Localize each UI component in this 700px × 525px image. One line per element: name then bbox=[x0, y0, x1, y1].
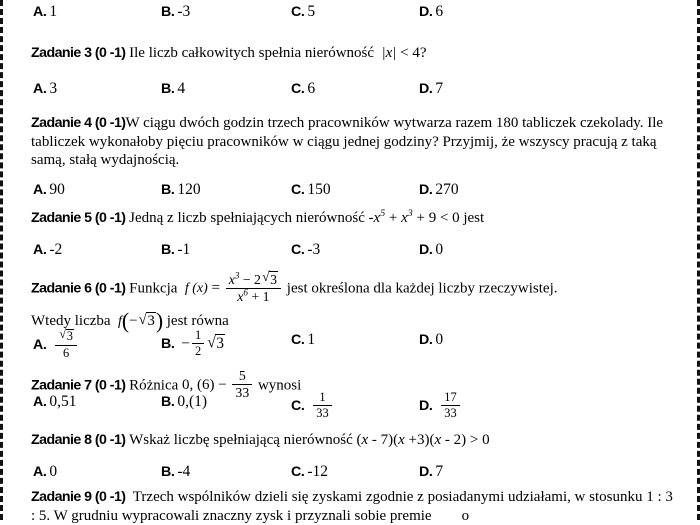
task-9 bbox=[31, 488, 679, 525]
answer-value: -1 bbox=[177, 241, 191, 258]
answer-letter: C. bbox=[291, 398, 305, 415]
fraction-numerator: 17 bbox=[441, 391, 459, 406]
answer-letter: C. bbox=[291, 242, 305, 258]
task-label: Zadanie 6 (0 -1) bbox=[31, 280, 126, 297]
exponent: 3 bbox=[234, 270, 240, 281]
answer-letter: C. bbox=[291, 81, 305, 97]
answer-option-b[interactable] bbox=[161, 79, 185, 99]
task-tail: jest bbox=[463, 210, 485, 226]
answer-option-d[interactable] bbox=[419, 392, 462, 421]
answer-row-8 bbox=[31, 462, 679, 488]
answer-value: 0 bbox=[435, 241, 444, 258]
answer-letter: A. bbox=[33, 337, 47, 354]
fraction-fx bbox=[226, 271, 281, 305]
answer-value: 0,51 bbox=[49, 393, 77, 410]
answer-value: 0,(1) bbox=[177, 393, 208, 410]
answer-letter: C. bbox=[291, 464, 305, 480]
sqrt-icon: √ 3 bbox=[262, 271, 278, 287]
minus-sign: − bbox=[129, 312, 138, 329]
fraction-denominator: 33 bbox=[316, 406, 329, 421]
answer-letter: B. bbox=[161, 242, 175, 258]
answer-option-b[interactable] bbox=[161, 330, 225, 359]
fraction-denominator: 2 bbox=[195, 344, 202, 359]
task-label: Zadanie 3 (0 -1) bbox=[31, 45, 126, 61]
task-tail: wynosi bbox=[257, 377, 302, 394]
answer-value: 120 bbox=[177, 181, 201, 198]
answer-option-a[interactable] bbox=[33, 79, 57, 99]
answer-letter: A. bbox=[33, 182, 47, 198]
left-paren: ( bbox=[121, 309, 130, 334]
answer-option-d[interactable] bbox=[419, 180, 459, 200]
answer-value: 150 bbox=[307, 181, 331, 198]
answer-option-d[interactable] bbox=[419, 462, 443, 482]
answer-option-a[interactable] bbox=[33, 180, 65, 200]
fraction-numerator bbox=[55, 329, 77, 346]
task-label: Zadanie 5 (0 -1) bbox=[31, 210, 126, 226]
exponent-5: 5 bbox=[380, 208, 386, 219]
answer-letter: A. bbox=[33, 464, 47, 480]
answer-letter: D. bbox=[419, 182, 433, 198]
fraction-denominator: 33 bbox=[444, 406, 457, 421]
answer-letter: D. bbox=[419, 332, 433, 348]
answer-option-c[interactable] bbox=[291, 240, 320, 260]
answer-option-a[interactable] bbox=[33, 2, 57, 22]
answer-value: 270 bbox=[435, 181, 459, 198]
answer-option-b[interactable] bbox=[161, 2, 190, 22]
task-text-line1: W ciągu dwóch godzin trzech pracowników wytwarza razem 180 tabliczek bbox=[125, 115, 577, 131]
answer-value: -3 bbox=[307, 241, 321, 258]
answer-letter: D. bbox=[419, 464, 433, 480]
answer-option-a[interactable] bbox=[33, 462, 57, 482]
answer-row-6 bbox=[31, 328, 679, 368]
answer-value: 3 bbox=[49, 80, 58, 97]
answer-letter: B. bbox=[161, 336, 175, 353]
fraction-numerator: 5 bbox=[232, 369, 252, 385]
fraction-numerator: $x^3 - 2$ √ 3 bbox=[226, 271, 281, 289]
answer-option-c[interactable] bbox=[291, 180, 331, 200]
answer-option-c[interactable] bbox=[291, 392, 334, 421]
task-text-line1: Trzech wspólników dzieli się zyskami zgodnie z posiadanymi udziałami, bbox=[132, 489, 571, 505]
answer-option-b[interactable] bbox=[161, 240, 190, 260]
answer-option-c[interactable] bbox=[291, 79, 315, 99]
answer-letter: A. bbox=[33, 394, 47, 410]
task-text-line2: w stosunku 1 : 3 : 5. W grudniu wypracowali znaczny zysk i przyznali sobie premie bbox=[31, 489, 673, 524]
answer-value: 0 bbox=[435, 331, 444, 348]
minus-sign: − bbox=[181, 335, 191, 353]
answer-row-5 bbox=[31, 240, 679, 266]
fraction bbox=[55, 329, 77, 360]
answer-value bbox=[49, 329, 79, 360]
answer-row-4 bbox=[31, 180, 679, 206]
answer-letter: B. bbox=[161, 464, 175, 480]
answer-value: 6 bbox=[307, 80, 316, 97]
answer-value: 90 bbox=[49, 181, 65, 198]
answer-value bbox=[177, 328, 225, 359]
repeating-decimal: 0, (6) bbox=[181, 377, 215, 394]
answer-row-2 bbox=[31, 2, 679, 28]
answer-value: -2 bbox=[49, 241, 63, 258]
answer-option-d[interactable] bbox=[419, 330, 443, 350]
fraction-denominator: 33 bbox=[235, 385, 250, 401]
task-text: Jedną z liczb spełniających nierówność bbox=[129, 210, 365, 226]
answer-value: 1 bbox=[49, 3, 58, 20]
answer-value: -3 bbox=[177, 3, 191, 20]
task-label: Zadanie 8 (0 -1) bbox=[31, 432, 126, 448]
task-formula: |x| < 4? bbox=[381, 45, 427, 61]
answer-value bbox=[307, 390, 333, 421]
answer-letter: B. bbox=[161, 182, 175, 198]
task-line2-before: Wtedy liczba bbox=[31, 312, 111, 329]
answer-value: 7 bbox=[435, 463, 444, 480]
answer-letter: A. bbox=[33, 4, 47, 20]
task-8 bbox=[31, 432, 679, 450]
answer-value: 7 bbox=[435, 80, 444, 97]
answer-letter: D. bbox=[419, 81, 433, 97]
answer-value: 5 bbox=[307, 3, 316, 20]
function-value-formula: f(− √ 3) bbox=[114, 313, 163, 329]
answer-letter: C. bbox=[291, 4, 305, 20]
answer-letter: B. bbox=[161, 394, 175, 410]
page-content bbox=[31, 0, 681, 524]
answer-option-a[interactable] bbox=[33, 240, 62, 260]
task-text-before: Funkcja bbox=[129, 280, 178, 297]
answer-letter: D. bbox=[419, 4, 433, 20]
function-definition-formula: f (x) = $\frac{x^3 - 2 √ 3}{x^6 + 1}$ bbox=[181, 280, 287, 296]
answer-letter: B. bbox=[161, 81, 175, 97]
answer-letter: D. bbox=[419, 242, 433, 258]
fraction bbox=[441, 391, 459, 420]
task-text-line2: czekolady. Ile tabliczek wykonałoby pięciu pracowników w ciągu jednej godziny? bbox=[31, 115, 664, 150]
answer-letter: B. bbox=[161, 4, 175, 20]
answer-option-d[interactable] bbox=[419, 79, 443, 99]
answer-value bbox=[435, 390, 461, 421]
answer-option-b[interactable] bbox=[161, 392, 207, 412]
task-text: Ile liczb całkowitych spełnia nierówność bbox=[129, 45, 375, 61]
answer-row-7 bbox=[31, 390, 679, 430]
answer-option-d[interactable] bbox=[419, 2, 443, 22]
answer-value: 1 bbox=[307, 331, 316, 348]
fraction-denominator: $x^6 + 1$ bbox=[237, 287, 270, 305]
fraction-denominator: 6 bbox=[62, 345, 70, 360]
answer-value: -4 bbox=[177, 463, 191, 480]
task-text: Wskaż liczbę spełniającą nierówność bbox=[129, 432, 353, 448]
task-formula: $-x^5 + x^3 + 9 < 0$ bbox=[368, 208, 460, 226]
answer-option-b[interactable] bbox=[161, 462, 190, 482]
answer-row-3 bbox=[31, 79, 679, 105]
task-label: Zadanie 7 (0 -1) bbox=[31, 377, 126, 394]
answer-option-b[interactable] bbox=[161, 180, 201, 200]
answer-letter: C. bbox=[291, 332, 305, 348]
answer-value: 4 bbox=[177, 80, 186, 97]
task-text-line3: Przyjmij, że wszyscy pracują z taką samą, stałą wydajnością. bbox=[31, 133, 657, 168]
answer-letter: A. bbox=[33, 81, 47, 97]
right-paren: ) bbox=[155, 309, 164, 334]
task-label: Zadanie 4 (0 -1) bbox=[31, 115, 126, 131]
task-formula: (x - 7)(x +3)(x - 2) > 0 bbox=[356, 432, 490, 448]
exponent-3: 3 bbox=[407, 208, 413, 219]
answer-value: -12 bbox=[307, 463, 329, 480]
answer-value: 6 bbox=[435, 3, 444, 20]
exponent: 6 bbox=[243, 287, 248, 298]
fraction bbox=[192, 329, 204, 358]
sqrt-icon: √ 3 bbox=[207, 334, 225, 354]
sqrt-icon: √ 3 bbox=[139, 306, 156, 336]
answer-letter: D. bbox=[419, 398, 433, 415]
answer-option-c[interactable] bbox=[291, 2, 315, 22]
task-4 bbox=[31, 114, 679, 170]
answer-option-a[interactable] bbox=[33, 330, 79, 361]
fraction bbox=[313, 391, 331, 420]
task-label: Zadanie 9 (0 -1) bbox=[31, 489, 126, 505]
answer-value: 0 bbox=[49, 463, 58, 480]
fraction-numerator: 1 bbox=[192, 329, 204, 344]
task-6 bbox=[31, 272, 679, 337]
answer-option-c[interactable] bbox=[291, 462, 328, 482]
fraction-numerator: 1 bbox=[313, 391, 331, 406]
answer-option-a[interactable] bbox=[33, 392, 77, 412]
task-line2-after: jest równa bbox=[166, 312, 229, 329]
task-text-line2-tail: o bbox=[461, 507, 470, 524]
task-5 bbox=[31, 210, 679, 228]
task-3 bbox=[31, 45, 679, 63]
answer-option-c[interactable] bbox=[291, 330, 315, 350]
answer-letter: A. bbox=[33, 242, 47, 258]
task-text: Różnica bbox=[129, 377, 179, 394]
minus-sign: − bbox=[218, 377, 227, 394]
answer-letter: C. bbox=[291, 182, 305, 198]
task-text-after: jest określona dla każdej liczby rzeczywistej. bbox=[286, 280, 558, 297]
sqrt-icon: √ 3 bbox=[59, 329, 74, 344]
answer-option-d[interactable] bbox=[419, 240, 443, 260]
